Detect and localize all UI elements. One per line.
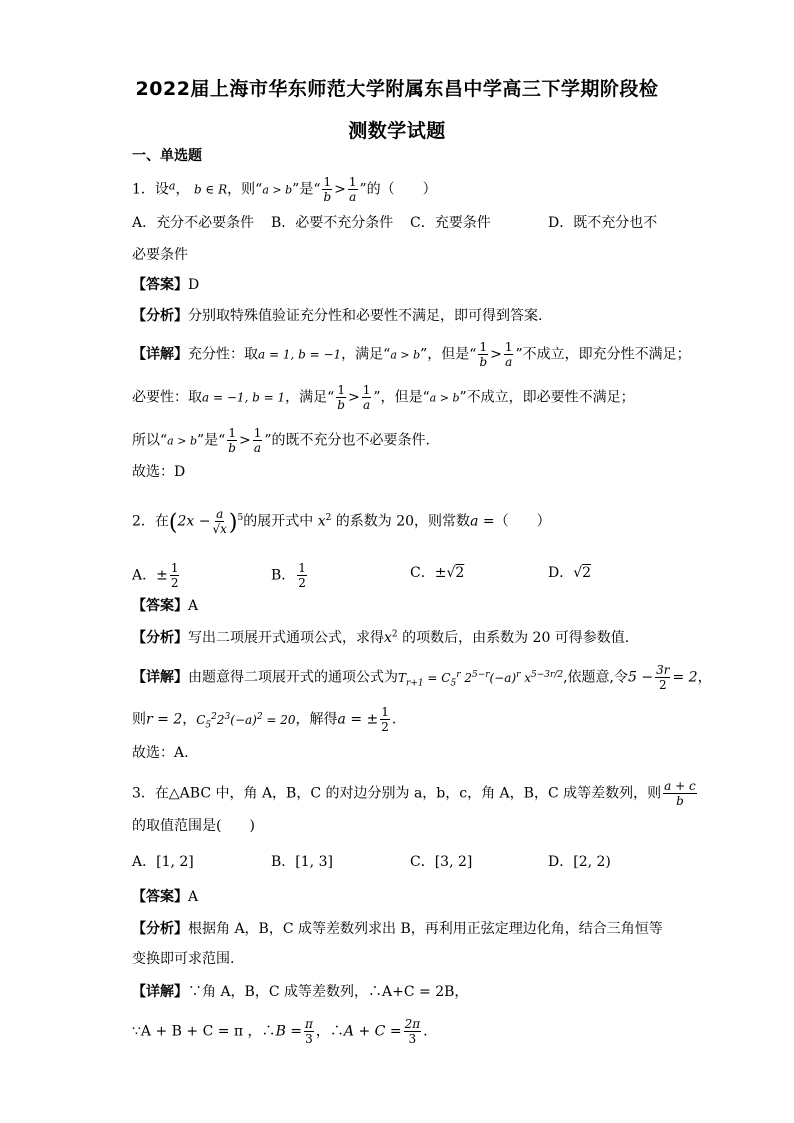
q1-stem: 1．设$^a$， b ∈ R，则“a > b”是“ $\frac{1}{b}$ > $\frac{1}{a}$ ”的（ ） — [132, 175, 437, 204]
q2-analysis: 【分析】写出二项展开式通项公式，求得$x^2$ 的项数后，由系数为 20 可得参数值. — [132, 629, 630, 646]
q2-detail-line2: 则r = 2，$C_5^22^3(-a)^2 = 20$，解得a = ± $\frac{1}{2}$ . — [132, 705, 397, 734]
q3-detail-line2: ∵A + B + C = π ，∴B = $\frac{\pi}{3}$ ，∴A + C = $\frac{2\pi}{3}$ . — [132, 1017, 428, 1046]
q3-stem-line1: 3．在△ABC 中，角 A，B，C 的对边分别为 a，b，c，角 A，B，C 成等差数列，则 $\frac{a + c}{b}$ — [132, 779, 696, 808]
q1-option-b: B．必要不充分条件 — [271, 215, 394, 231]
q3-stem-line2: 的取值范围是( ) — [132, 818, 255, 834]
document-title-line2: 测数学试题 — [348, 120, 446, 142]
q2-option-b: B． $\frac{1}{2}$ — [271, 561, 306, 590]
q3-answer: 【答案】A — [132, 889, 199, 905]
q3-option-c: C．[3, 2] — [410, 854, 473, 870]
document-title-line1: 2022届上海市华东师范大学附属东昌中学高三下学期阶段检 — [135, 78, 659, 100]
q3-analysis-line1: 【分析】根据角 A，B，C 成等差数列求出 B，再利用正弦定理边化角，结合三角恒等 — [132, 921, 663, 937]
q2-option-d: D．√2 — [548, 565, 592, 581]
q1-analysis: 【分析】分别取特殊值验证充分性和必要性不满足，即可得到答案. — [132, 308, 543, 324]
q2-stem: 2．在(2x − $\frac{a}{√x}$ )$^5$的展开式中 $x^2$ 的系数为 20，则常数a =（ ） — [132, 507, 551, 536]
q1-answer: 【答案】D — [132, 277, 200, 293]
q1-choose: 故选：D — [132, 464, 186, 480]
q1-detail-line3: 所以“a > b”是“ $\frac{1}{b}$ > $\frac{1}{a}$ ”的既不充分也不必要条件. — [132, 426, 430, 455]
q1-option-a: A．充分不必要条件 — [132, 215, 255, 231]
q1-option-d-cont: 必要条件 — [132, 247, 188, 263]
q2-answer: 【答案】A — [132, 598, 199, 614]
q3-detail-line1: 【详解】∵角 A，B，C 成等差数列，∴A+C = 2B， — [132, 984, 469, 1000]
q2-option-c: C．±√2 — [410, 565, 465, 581]
q2-choose: 故选：A. — [132, 745, 189, 761]
q3-option-b: B．[1, 3] — [271, 854, 333, 870]
q1-detail-line1: 【详解】充分性：取a = 1, b = −1，满足“a > b”，但是“ $\frac{1}{b}$ > $\frac{1}{a}$ ”不成立，即充分性不满足； — [132, 340, 691, 369]
q3-option-d: D．[2, 2) — [548, 854, 611, 870]
q1-detail-line2: 必要性：取a = −1, b = 1，满足“ $\frac{1}{b}$ > $\frac{1}{a}$ ”，但是“a > b”不成立，即必要性不满足； — [132, 383, 635, 412]
q1-option-c: C．充要条件 — [410, 215, 491, 231]
q2-option-a: A．± $\frac{1}{2}$ — [132, 561, 179, 590]
q3-analysis-line2: 变换即可求范围. — [132, 951, 235, 967]
q2-detail-line1: 【详解】由题意得二项展开式的通项公式为$T_{r+1} = C_5^r$ $2^{5-r}(-a)^r$ $x^{5-3r/2}$,依题意,令5 − $\frac{3r}{2}$ = 2， — [132, 663, 712, 692]
q1-option-d: D．既不充分也不 — [548, 215, 658, 231]
section-heading: 一、单选题 — [132, 148, 202, 164]
q3-option-a: A．[1, 2] — [132, 854, 194, 870]
